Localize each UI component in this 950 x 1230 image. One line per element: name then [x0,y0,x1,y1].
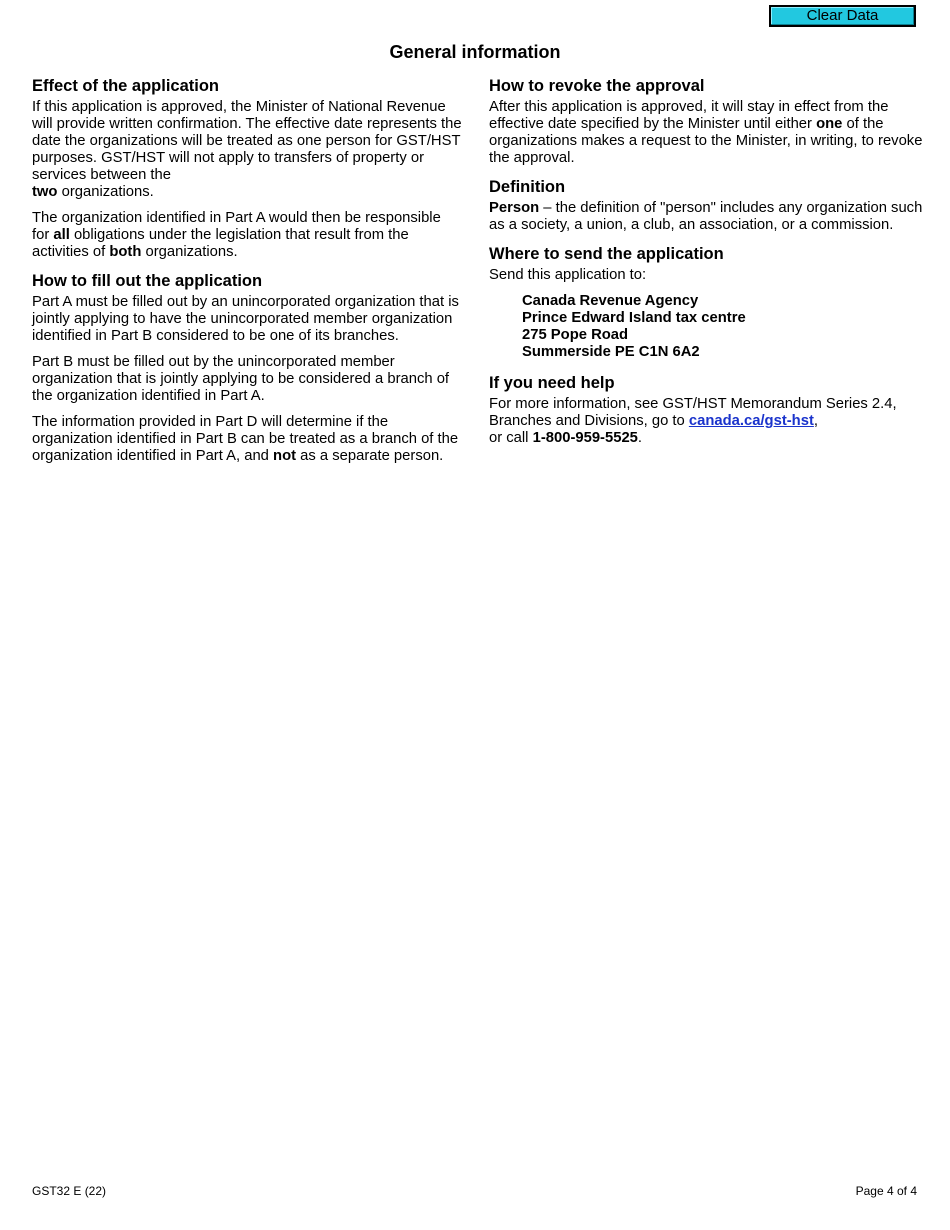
send-intro: Send this application to: [489,267,647,283]
address-line: 275 Pope Road [522,327,629,343]
definition-heading: Definition [489,178,566,196]
effect-paragraph-2: The organization identified in Part A would then be responsible for all obligations under the legislation that result from the activities of both organizations. [32,210,441,260]
right-column [489,76,929,457]
help-heading: If you need help [489,374,615,392]
form-identifier: GST32 E (22) [32,1184,107,1198]
fill-heading: How to fill out the application [32,272,263,290]
help-paragraph: For more information, see GST/HST Memorandum Series 2.4, Branches and Divisions, go to canada.ca/gst-hst, or call 1-800-959-5525. [489,396,897,446]
revoke-heading: How to revoke the approval [489,77,705,95]
mailing-address [522,293,929,361]
fill-paragraph-2: Part B must be filled out by the unincorporated member organization that is jointly applying to be considered a branch of the organization identified in Part A. [32,354,450,404]
send-heading: Where to send the application [489,245,724,263]
effect-section [32,76,462,261]
send-section [489,244,929,361]
left-column [32,76,462,475]
revoke-paragraph: After this application is approved, it will stay in effect from the effective date specified by the Minister until either one of the organizations makes a request to the Minister, in writing, to revoke the approval. [489,99,923,166]
clear-data-button[interactable]: Clear Data [769,5,916,27]
help-section [489,373,929,447]
effect-paragraph-1: If this application is approved, the Minister of National Revenue will provide written confirmation. The effective date represents the date the organizations will be treated as one person for GST/HST purposes. GST/HST will not apply to transfers of property or services between the two organizations. [32,99,462,200]
address-line: Prince Edward Island tax centre [522,310,746,326]
revoke-section [489,76,929,167]
fill-section [32,271,462,465]
address-line: Canada Revenue Agency [522,293,699,309]
phone-number: 1-800-959-5525 [532,430,638,446]
definition-paragraph: Person – the definition of "person" includes any organization such as a society, a union, a club, an association, or a commission. [489,200,923,233]
fill-paragraph-1: Part A must be filled out by an unincorporated organization that is jointly applying to have the unincorporated member organization identified in Part B considered to be one of its branches. [32,294,459,344]
address-line: Summerside PE C1N 6A2 [522,344,700,360]
definition-section [489,177,929,234]
gst-hst-link[interactable]: canada.ca/gst-hst [688,413,814,429]
page-title: General information [389,42,561,62]
effect-heading: Effect of the application [32,77,220,95]
page-number: Page 4 of 4 [855,1184,917,1198]
fill-paragraph-3: The information provided in Part D will determine if the organization identified in Part B can be treated as a branch of the organization identified in Part A, and not as a separate person. [32,414,459,464]
